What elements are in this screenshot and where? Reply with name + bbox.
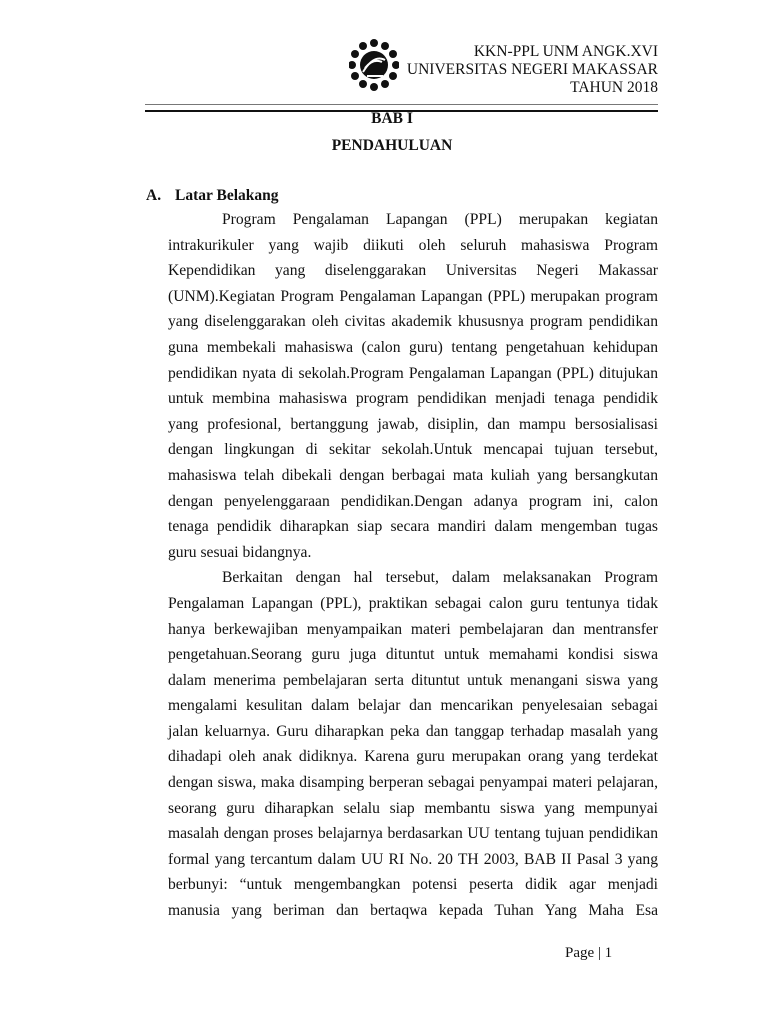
text-line: seorang guru diharapkan selalu siap membantu siswa yang mempunyai [168,799,658,817]
chapter-number: BAB I [371,110,413,127]
text-line: guna membekali mahasiswa (calon guru) tentang pengetahuan kehidupan [168,338,658,356]
section-heading [146,187,279,205]
text-line: Kependidikan yang diselenggarakan Universitas Negeri Makassar [168,262,658,280]
text-line: pendidikan nyata di sekolah.Program Pengalaman Lapangan (PPL) ditujukan [168,364,658,382]
header-line-2: UNIVERSITAS NEGERI MAKASSAR [406,61,658,78]
text-line: dihadapi oleh anak didiknya. Karena guru merupakan orang yang terdekat [168,748,658,766]
text-line: berbunyi: “untuk mengembangkan potensi peserta didik agar menjadi [168,876,658,894]
text-line: mengalami kesulitan dalam belajar dan mencarikan penyelesaian sebagai [168,697,658,715]
text-line: yang profesional, bertanggung jawab, disiplin, dan mampu bersosialisasi [168,415,658,433]
paragraph [168,565,658,923]
text-line: Pengalaman Lapangan (PPL), praktikan sebagai calon guru tentunya tidak [168,594,658,612]
text-line: (UNM).Kegiatan Program Pengalaman Lapangan (PPL) merupakan program [168,287,658,305]
paragraph [168,207,658,565]
page-number: Page | 1 [565,945,613,961]
text-line: masalah dengan proses belajarnya berdasarkan UU tentang tujuan pendidikan [168,825,658,843]
text-line: dalam menerima pembelajaran serta dituntut untuk menangani siswa yang [168,671,658,689]
text-line: pengetahuan.Seorang guru juga dituntut untuk memahami kondisi siswa [168,646,658,664]
text-line: dengan siswa, maka disamping berperan sebagai penyampai materi pelajaran, [168,774,658,792]
text-line: mahasiswa telah dibekali dengan berbagai mata kuliah yang bersangkutan [168,466,658,484]
text-line: formal yang tercantum dalam UU RI No. 20 TH 2003, BAB II Pasal 3 yang [168,850,658,868]
chapter-title: PENDAHULUAN [331,137,453,154]
document-body [168,207,658,924]
header-divider-thin [145,104,658,105]
text-line: intrakurikuler yang wajib diikuti oleh seluruh mahasiswa Program [168,236,658,254]
university-logo-icon [349,38,399,94]
text-line: tenaga pendidik diharapkan siap secara mandiri dalam mengemban tugas [168,518,658,536]
text-line: jalan keluarnya. Guru diharapkan peka dan tanggap terhadap masalah yang [168,722,658,740]
text-line: guru sesuai bidangnya. [168,543,312,561]
text-line: Berkaitan dengan hal tersebut, dalam melaksanakan Program [222,569,658,587]
header-line-1: KKN-PPL UNM ANGK.XVI [473,43,658,60]
text-line: manusia yang beriman dan bertaqwa kepada Tuhan Yang Maha Esa [168,902,658,920]
section-title: Latar Belakang [175,187,279,204]
text-line: yang diselenggarakan oleh civitas akademik khususnya program pendidikan [168,313,658,331]
text-line: dengan penyelenggaraan pendidikan.Dengan adanya program ini, calon [168,492,658,510]
text-line: dengan lingkungan di sekitar sekolah.Untuk mencapai tujuan tersebut, [168,441,658,459]
section-number: A. [146,187,162,204]
header-line-3: TAHUN 2018 [570,79,658,96]
text-line: untuk membina mahasiswa program pendidikan menjadi tenaga pendidik [168,390,658,408]
text-line: Program Pengalaman Lapangan (PPL) merupakan kegiatan [222,211,658,228]
text-line: hanya berkewajiban menyampaikan materi pembelajaran dan mentransfer [168,620,658,638]
